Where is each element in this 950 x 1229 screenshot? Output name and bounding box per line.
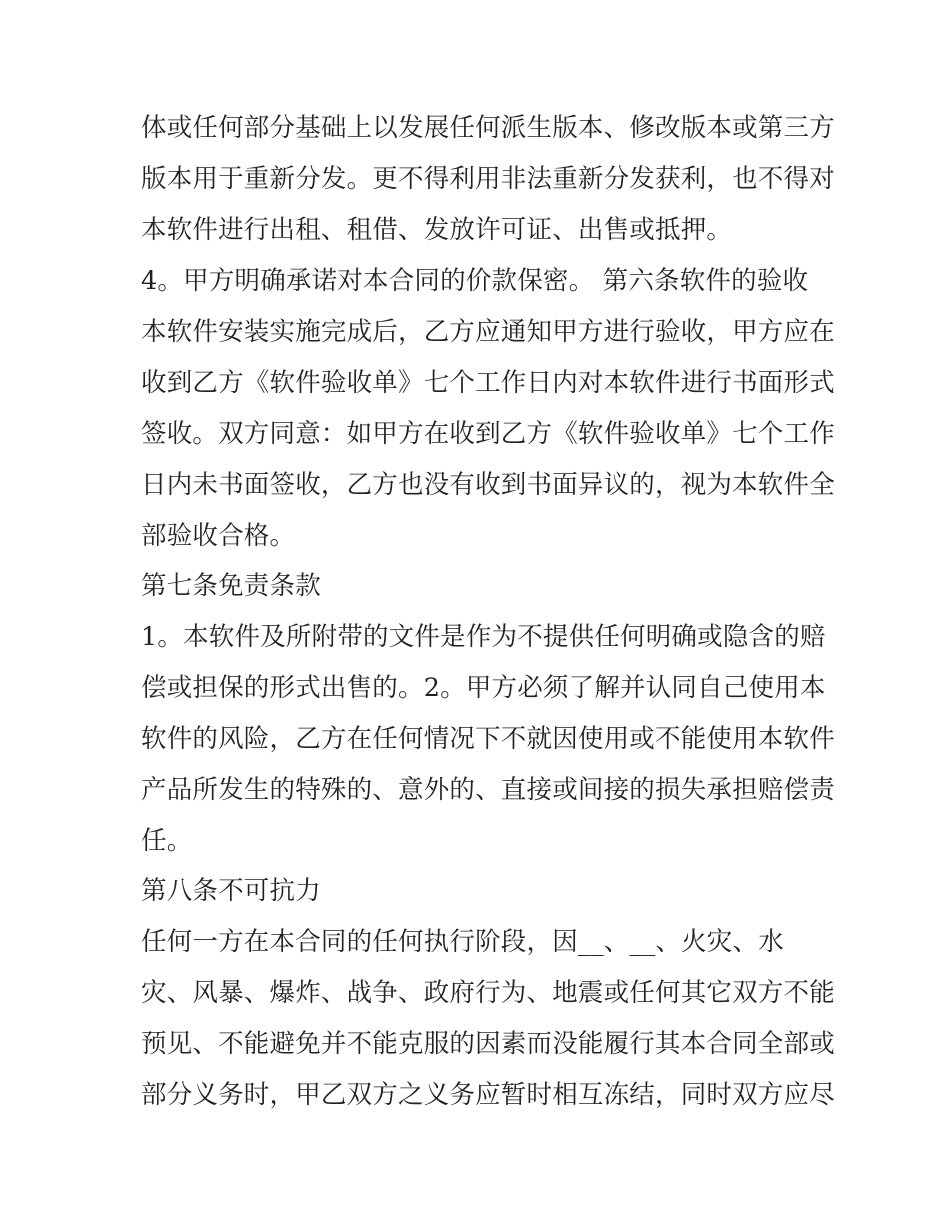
section-heading: 第八条不可抗力 [141, 876, 321, 906]
section-heading: 第七条免责条款 [141, 571, 321, 601]
paragraph-line: 预见、不能避免并不能克服的因素而没能履行其本合同全部或 [141, 1029, 835, 1059]
paragraph-line: 部分义务时，甲乙双方之义务应暂时相互冻结，同时双方应尽 [141, 1080, 835, 1110]
paragraph-line: 签收。双方同意：如甲方在收到乙方《软件验收单》七个工作 [141, 419, 835, 449]
paragraph-line: 日内未书面签收，乙方也没有收到书面异议的，视为本软件全 [141, 470, 835, 500]
paragraph-line: 部验收合格。 [141, 521, 296, 551]
paragraph-line: 本软件安装实施完成后，乙方应通知甲方进行验收，甲方应在 [141, 317, 835, 347]
paragraph-line: 软件的风险，乙方在任何情况下不就因使用或不能使用本软件 [141, 724, 835, 754]
paragraph-line: 版本用于重新分发。更不得利用非法重新分发获利，也不得对 [141, 164, 835, 194]
paragraph-line: 体或任何部分基础上以发展任何派生版本、修改版本或第三方 [141, 113, 835, 143]
paragraph-line: 任。 [141, 826, 193, 856]
paragraph-line: 本软件进行出租、租借、发放许可证、出售或抵押。 [141, 215, 733, 245]
paragraph-line: 4。甲方明确承诺对本合同的价款保密。 第六条软件的验收 [141, 266, 809, 296]
paragraph-line: 任何一方在本合同的任何执行阶段，因__、__、火灾、水 [141, 927, 784, 957]
paragraph-line: 灾、风暴、爆炸、战争、政府行为、地震或任何其它双方不能 [141, 978, 835, 1008]
paragraph-line: 产品所发生的特殊的、意外的、直接或间接的损失承担赔偿责 [141, 775, 835, 805]
paragraph-line: 1。本软件及所附带的文件是作为不提供任何明确或隐含的赔 [141, 622, 826, 652]
paragraph-line: 收到乙方《软件验收单》七个工作日内对本软件进行书面形式 [141, 368, 835, 398]
paragraph-line: 偿或担保的形式出售的。2。甲方必须了解并认同自己使用本 [141, 673, 826, 703]
